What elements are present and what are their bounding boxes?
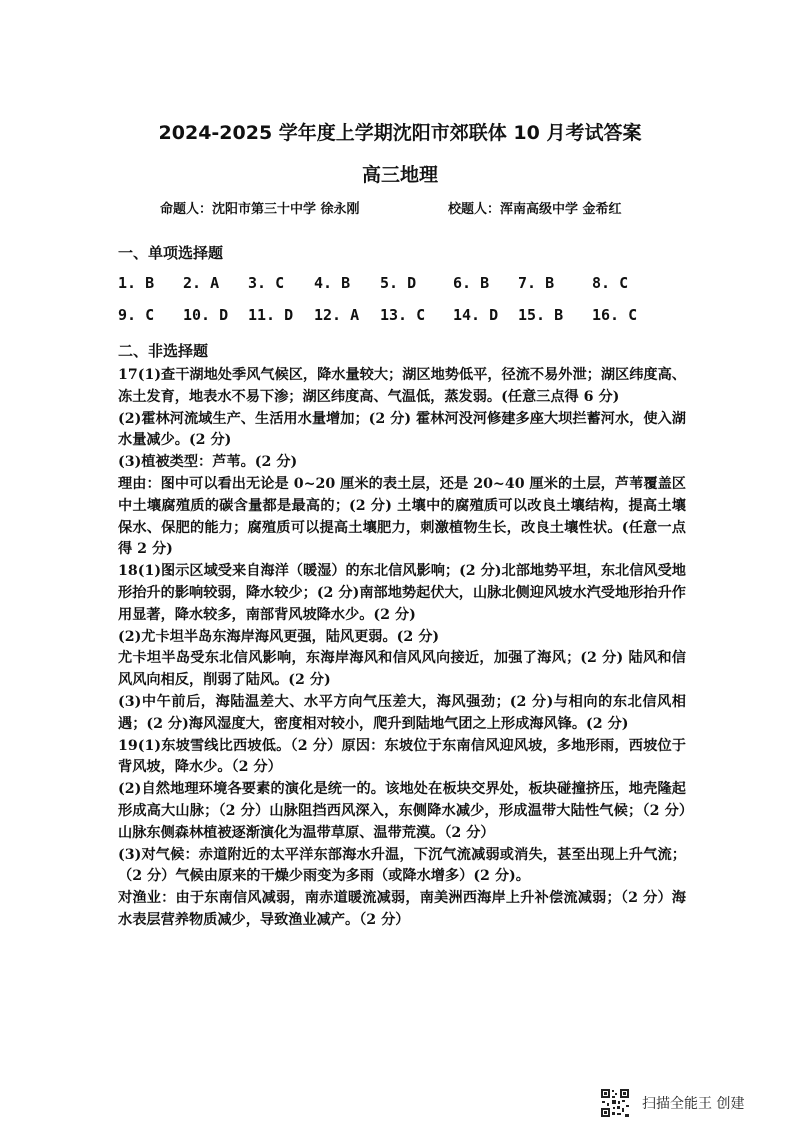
answer-paragraph: (2)尤卡坦半岛东海岸海风更强，陆风更弱。(2 分) (118, 628, 440, 645)
answer-paragraph: (3)对气候：赤道附近的太平洋东部海水升温，下沉气流减弱或消失，甚至出现上升气流；（2 分）气候由原来的干燥少雨变为多雨（或降水增多）(2 分)。 (118, 846, 686, 885)
author-line (160, 198, 700, 217)
answer-item: 12. A (314, 306, 360, 324)
reviewer-text: 校题人：浑南高级中学 金希红 (448, 202, 622, 217)
answer-paragraph: (2)霍林河流域生产、生活用水量增加；(2 分) 霍林河没河修建多座大坝拦蓄河水，使入湖水量减少。(2 分) (118, 410, 686, 449)
answer-paragraph: 19(1)东坡雪线比西坡低。（2 分）原因：东坡位于东南信风迎风坡，多地形雨，西坡位于背风坡，降水少。（2 分） (118, 737, 686, 776)
author-text: 命题人：沈阳市第三十中学 徐永刚 (160, 202, 360, 217)
answer-paragraph: 对渔业：由于东南信风减弱，南赤道暖流减弱，南美洲西海岸上升补偿流减弱；（2 分）海水表层营养物质减少，导致渔业减产。（2 分） (118, 890, 686, 928)
answer-paragraph: (3)中午前后，海陆温差大、水平方向气压差大，海风强劲；(2 分)与相向的东北信风相遇；(2 分)海风湿度大，密度相对较小，爬升到陆地气团之上形成海风锋。(2 分) (118, 693, 686, 732)
answer-item: 11. D (248, 306, 294, 324)
section-heading-free-response: 二、非选择题 (118, 342, 209, 360)
answer-paragraph: 17(1)查干湖地处季风气候区，降水量较大；湖区地势低平，径流不易外泄；湖区纬度高、冻土发育，地表水不易下渗；湖区纬度高、气温低，蒸发弱。(任意三点得 6 分) (118, 367, 686, 405)
page-title: 2024-2025 学年度上学期沈阳市郊联体 10 月考试答案 (158, 122, 642, 144)
answer-item: 7. B (518, 274, 555, 292)
answer-item: 16. C (592, 306, 638, 324)
answer-paragraph: (3)植被类型：芦苇。(2 分) (118, 454, 298, 471)
page-subtitle: 高三地理 (361, 164, 438, 186)
answer-item: 5. D (380, 274, 417, 292)
answer-item: 14. D (453, 306, 499, 324)
answer-paragraph: 尤卡坦半岛受东北信风影响，东海岸海风和信风风向接近，加强了海风；(2 分) 陆风和信风风向相反，削弱了陆风。(2 分) (118, 650, 686, 689)
free-response-answers (118, 365, 686, 932)
watermark-text: 扫描全能王 创建 (642, 1096, 745, 1112)
answer-item: 13. C (380, 306, 426, 324)
answer-item: 1. B (118, 274, 155, 292)
section-heading-multiple-choice: 一、单项选择题 (118, 244, 224, 262)
answer-item: 9. C (118, 306, 155, 324)
scanner-watermark (600, 1086, 744, 1120)
answer-paragraph: (2)自然地理环境各要素的演化是统一的。该地处在板块交界处，板块碰撞挤压，地壳隆起形成高大山脉；（2 分）山脉阻挡西风深入，东侧降水减少，形成温带大陆性气候；（2 分）山脉东侧森林植被逐渐演化为温带草原、温带荒漠。（2 分） (118, 781, 686, 841)
answer-item: 8. C (592, 274, 629, 292)
qr-code-icon (600, 1088, 630, 1118)
answer-item: 4. B (314, 274, 351, 292)
answer-item: 10. D (183, 306, 229, 324)
answer-paragraph: 理由：图中可以看出无论是 0~20 厘米的表土层，还是 20~40 厘米的土层，芦苇覆盖区中土壤腐殖质的碳含量都是最高的；(2 分) 土壤中的腐殖质可以改良土壤结构，提高土壤保水、保肥的能力；腐殖质可以提高土壤肥力，刺激植物生长，改良土壤性状。(任意一点得 2 分) (118, 475, 686, 558)
answer-item: 15. B (518, 306, 564, 324)
answer-item: 6. B (453, 274, 490, 292)
answer-item: 3. C (248, 274, 285, 292)
answer-paragraph: 18(1)图示区域受来自海洋（暖湿）的东北信风影响；(2 分)北部地势平坦，东北信风受地形抬升的影响较弱，降水较少；(2 分)南部地势起伏大，山脉北侧迎风坡水汽受地形抬升作用显著，降水较多，南部背风坡降水少。(2 分) (118, 563, 686, 623)
answer-item: 2. A (183, 274, 220, 292)
